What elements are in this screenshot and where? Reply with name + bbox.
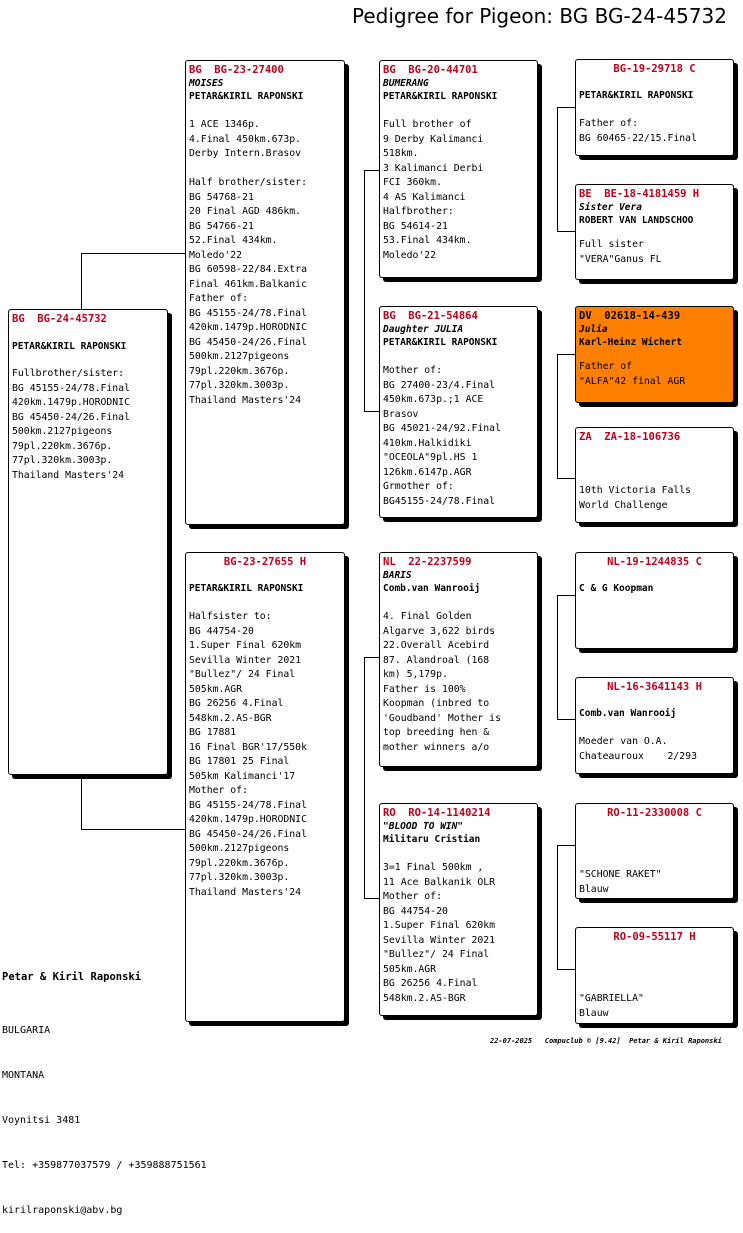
owner-name: PETAR&KIRIL RAPONSKI — [383, 337, 498, 348]
connector-line — [81, 829, 185, 830]
pigeon-notes: Father of: BG 60465-22/15.Final — [579, 118, 697, 144]
connector-line — [364, 411, 379, 412]
connector-line — [557, 354, 558, 479]
owner-name: C & G Koopman — [579, 583, 654, 594]
ring-number: ZA ZA-18-106736 — [579, 431, 681, 443]
ring-number: DV 02618-14-439 — [579, 310, 681, 322]
connector-line — [557, 354, 575, 355]
pigeon-notes: Mother of: BG 27400-23/4.Final 450km.673p.;1 ACE Brasov BG 45021-24/92.Final 410km.Halkidiki "OCEOLA"9pl.HS 1 126km.6147p.AGR Grmother of: BG45155-24/78.Final — [383, 365, 501, 507]
ring-number: RO RO-14-1140214 — [383, 807, 491, 819]
connector-line — [557, 595, 575, 596]
pigeon-card-sire-sire[interactable] — [379, 60, 538, 278]
page-title: Pedigree for Pigeon: BG BG-24-45732 — [352, 4, 727, 28]
pigeon-name: Sister Vera — [579, 202, 642, 213]
connector-line — [557, 107, 558, 232]
connector-line — [364, 170, 365, 412]
owner-name: Comb.van Wanrooij — [383, 583, 481, 594]
ring-number: BE BE-18-4181459 H — [579, 188, 700, 200]
ring-number: BG BG-24-45732 — [12, 313, 107, 325]
breeder-info — [2, 940, 207, 1233]
pigeon-notes: Full brother of 9 Derby Kalimanci 518km. 3 Kalimanci Derbi FCI 360km. 4 AS Kalimanci Halfbrother: BG 54614-21 53.Final 434km. Moledo'22 — [383, 119, 484, 261]
pigeon-notes: Fullbrother/sister: BG 45155-24/78.Final 420km.1479p.HORODNIC BG 45450-24/26.Final 500km.2127pigeons 79pl.220km.3676p. 77pl.320km.3003p. Thailand Masters'24 — [12, 368, 130, 481]
connector-line — [557, 478, 575, 479]
breeder-address: Voynitsi 3481 — [2, 1115, 81, 1126]
owner-name: PETAR&KIRIL RAPONSKI — [383, 91, 498, 102]
pigeon-card-ddd[interactable] — [575, 927, 734, 1024]
pigeon-card-sds[interactable] — [575, 306, 734, 403]
pigeon-notes: 4. Final Golden Algarve 3,622 birds 22.Overall Acebird 87. Alandroal (168 km) 5,179p. Father is 100% Koopman (inbred to 'Goudband' Mother is top breeding hen & mother winners a/o — [383, 611, 501, 753]
ring-number: NL-16-3641143 H — [607, 681, 702, 693]
connector-line — [557, 845, 575, 846]
breeder-name: Petar & Kiril Raponski — [2, 971, 142, 983]
connector-line — [557, 719, 575, 720]
ring-number: RO-09-55117 H — [613, 931, 696, 943]
pigeon-notes: 3=1 Final 500km , 11 Ace Balkanik OLR Mother of: BG 44754-20 1.Super Final 620km Sevilla Winter 2021 "Bullez"/ 24 Final 505km.AGR BG 26256 4.Final 548km.2.AS-BGR — [383, 862, 496, 1004]
pigeon-card-sss[interactable] — [575, 59, 734, 156]
breeder-country: BULGARIA — [2, 1025, 51, 1036]
owner-name: PETAR&KIRIL RAPONSKI — [189, 91, 304, 102]
ring-number: BG BG-20-44701 — [383, 64, 478, 76]
breeder-region: MONTANA — [2, 1070, 45, 1081]
pigeon-card-dam-sire[interactable] — [379, 552, 538, 767]
owner-name: Comb.van Wanrooij — [579, 708, 677, 719]
footer-credit: 22-07-2025 Compuclub © [9.42] Petar & Kiril Raponski — [490, 1037, 722, 1045]
ring-number: BG BG-21-54864 — [383, 310, 478, 322]
pigeon-card-sire[interactable] — [185, 60, 345, 525]
ring-number: BG BG-23-27400 — [189, 64, 284, 76]
connector-line — [557, 845, 558, 970]
owner-name: Karl-Heinz Wichert — [579, 337, 682, 348]
pigeon-notes: Moeder van O.A. Chateauroux 2/293 — [579, 736, 697, 762]
ring-number: NL 22-2237599 — [383, 556, 472, 568]
ring-number: BG-19-29718 C — [613, 63, 696, 75]
connector-line — [81, 253, 185, 254]
connector-line — [557, 969, 575, 970]
connector-line — [364, 657, 379, 658]
connector-line — [557, 595, 558, 720]
pigeon-notes: Halfsister to: BG 44754-20 1.Super Final 620km Sevilla Winter 2021 "Bullez"/ 24 Final 505km.AGR BG 26256 4.Final 548km.2.AS-BGR BG 17881 16 Final BGR'17/550k BG 17801 25 Final 505km Kalimanci'17 Mother of: BG 45155-24/78.Final 420km.1479p.HORODNIC BG 45450-24/26.Final 500km.2127pigeons 79pl.220km.3676p. 77pl.320km.3003p. Thailand Masters'24 — [189, 611, 307, 898]
pigeon-card-sdd[interactable] — [575, 427, 734, 523]
pigeon-notes: "SCHONE RAKET" Blauw — [579, 869, 662, 895]
connector-line — [364, 657, 365, 899]
ring-number: BG-23-27655 H — [223, 556, 307, 568]
ring-number: RO-11-2330008 C — [607, 807, 702, 819]
ring-number: NL-19-1244835 C — [607, 556, 702, 568]
pigeon-card-sire-dam[interactable] — [379, 306, 538, 518]
connector-line — [557, 107, 575, 108]
pigeon-name: Daughter JULIA — [383, 324, 464, 335]
pigeon-notes: Father of "ALFA"42 final AGR — [579, 361, 686, 387]
pigeon-card-ssd[interactable] — [575, 184, 734, 280]
pigeon-card-dss[interactable] — [575, 552, 734, 649]
pigeon-name: BUMERANG — [383, 78, 429, 89]
connector-line — [557, 231, 575, 232]
owner-name: PETAR&KIRIL RAPONSKI — [189, 583, 304, 594]
pigeon-name: BARIS — [383, 570, 412, 581]
owner-name: PETAR&KIRIL RAPONSKI — [12, 341, 127, 352]
pigeon-notes: 1 ACE 1346p. 4.Final 450km.673p. Derby Intern.Brasov Half brother/sister: BG 54768-21 20 Final AGD 486km. BG 54766-21 52.Final 434km. Moledo'22 BG 60598-22/84.Extra Final 461km.Balkanic Father of: BG 45155-24/78.Final 420km.1479p.HORODNIC BG 45450-24/26.Final 500km.2127pigeons 79pl.220km.3676p. 77pl.320km.3003p. Thailand Masters'24 — [189, 119, 307, 406]
pigeon-notes: "GABRIELLA" Blauw — [579, 993, 644, 1019]
pigeon-card-dam-dam[interactable] — [379, 803, 538, 1016]
owner-name: PETAR&KIRIL RAPONSKI — [579, 90, 694, 101]
pigeon-name: MOISES — [189, 78, 224, 89]
connector-line — [364, 898, 379, 899]
pigeon-name: Julia — [579, 324, 608, 335]
pigeon-card-dds[interactable] — [575, 803, 734, 899]
breeder-phone: Tel: +359877037579 / +359888751561 — [2, 1160, 207, 1171]
owner-name: Militaru Cristian — [383, 834, 481, 845]
connector-line — [364, 170, 379, 171]
pigeon-name: "BLOOD TO WIN" — [383, 821, 464, 832]
pigeon-notes: 10th Victoria Falls World Challenge — [579, 485, 692, 511]
pigeon-notes: Full sister "VERA"Ganus FL — [579, 239, 662, 265]
pigeon-card-dam[interactable] — [185, 552, 345, 1022]
pigeon-card-subject[interactable] — [8, 309, 168, 775]
pigeon-card-dsd[interactable] — [575, 677, 734, 774]
breeder-email[interactable]: kirilraponski@abv.bg — [2, 1205, 123, 1216]
owner-name: ROBERT VAN LANDSCHOO — [579, 215, 694, 226]
